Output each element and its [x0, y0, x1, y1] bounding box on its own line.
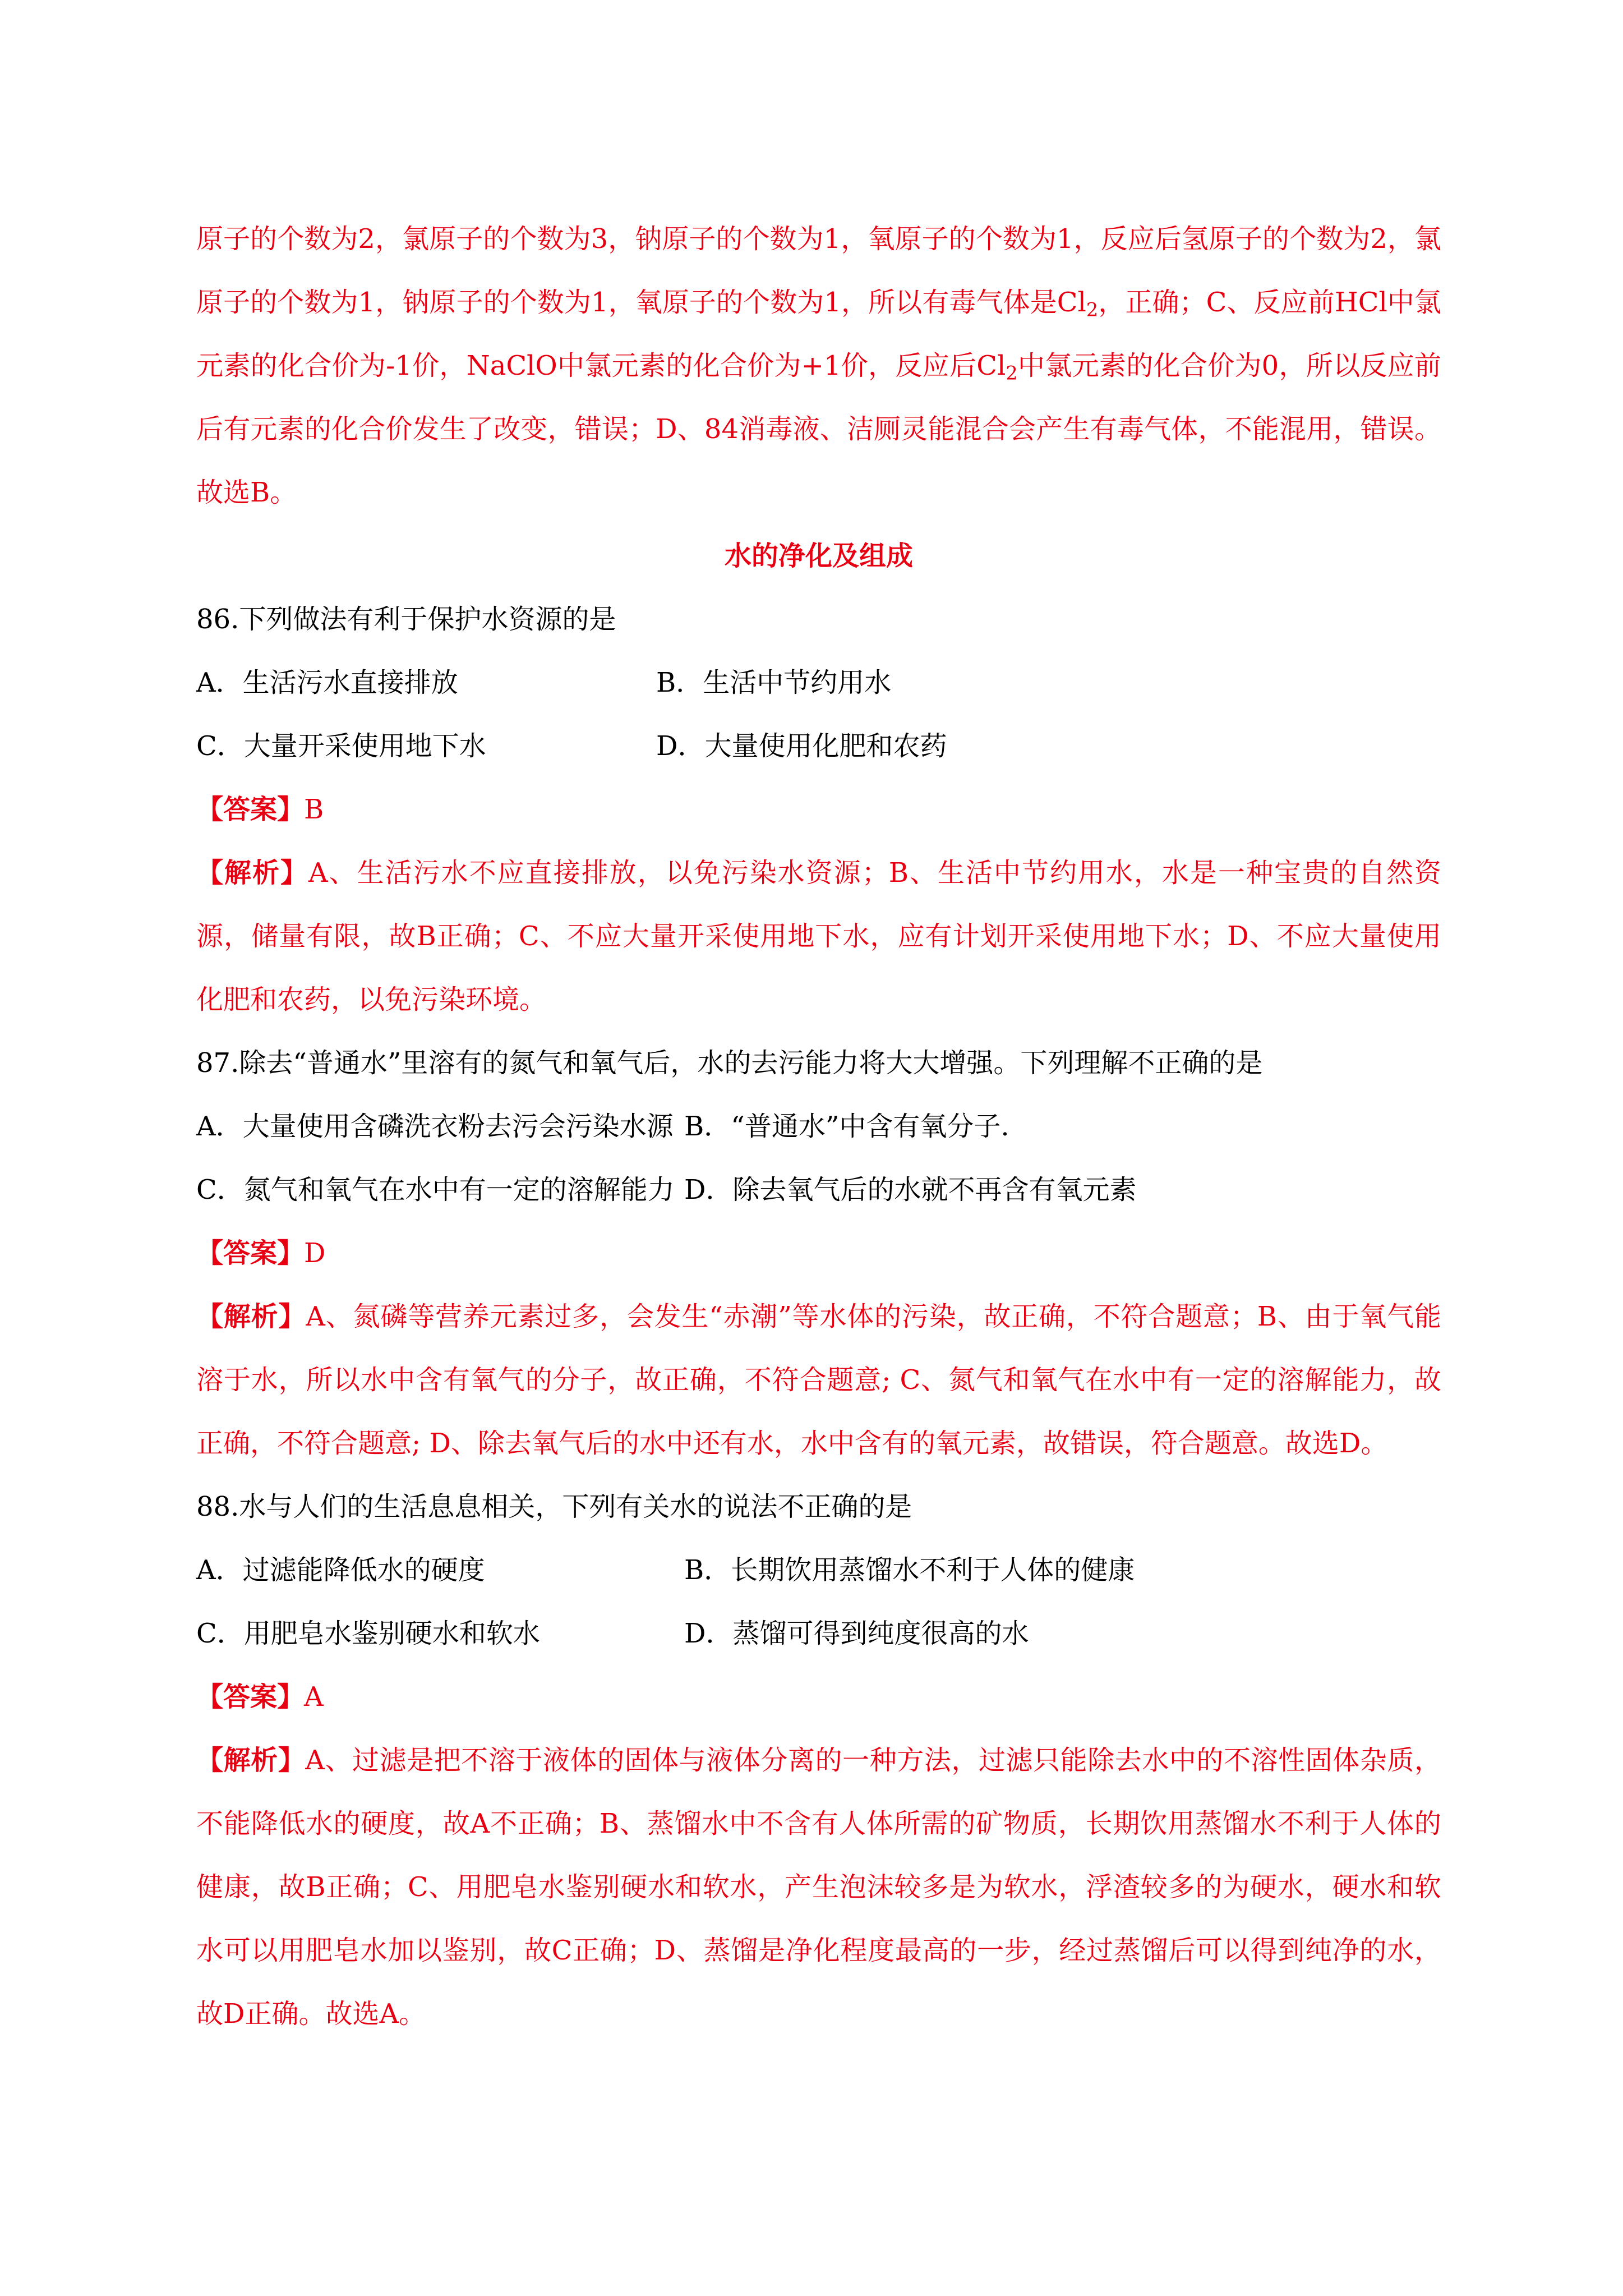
- analysis-text: A、过滤是把不溶于液体的固体与液体分离的一种方法，过滤只能除去水中的不溶性固体杂质，不能降低水的硬度，故A不正确；B、蒸馏水中不含有人体所需的矿物质，长期饮用蒸馏水不利于人体的健康，故B正确；C、用肥皂水鉴别硬水和软水，产生泡沫较多是为软水，浮渣较多的为硬水，硬水和软水可以用肥皂水加以鉴别，故C正确；D、蒸馏是净化程度最高的一步，经过蒸馏后可以得到纯净的水，故D正确。故选A。: [196, 1745, 1441, 2030]
- answer-tag: 【答案】: [196, 794, 305, 825]
- question-stem: 86.下列做法有利于保护水资源的是: [196, 604, 616, 635]
- answer-tag: 【答案】: [196, 1237, 305, 1269]
- answer-value: A: [304, 1681, 324, 1713]
- analysis-text: A、生活污水不应直接排放，以免污染水资源；B、生活中节约用水，水是一种宝贵的自然资源，储量有限，故B正确；C、不应大量开采使用地下水，应有计划开采使用地下水；D、不应大量使用化肥和农药，以免污染环境。: [196, 857, 1441, 1015]
- option-row: [196, 1095, 1441, 1158]
- answer-value: B: [304, 794, 324, 825]
- answer-tag: 【答案】: [196, 1681, 305, 1713]
- answer-line: [196, 1665, 1441, 1729]
- analysis-text: A、氮磷等营养元素过多，会发生“赤潮”等水体的污染，故正确，不符合题意；B、由于氧气能溶于水，所以水中含有氧气的分子，故正确，不符合题意; C、氮气和氧气在水中有一定的溶解能力，故正确，不符合题意; D、除去氧气后的水中还有水，水中含有的氧元素，故错误，符合题意。故选D。: [196, 1301, 1441, 1459]
- option-a: A．过滤能降低水的硬度: [196, 1554, 485, 1586]
- subscript: 2: [1086, 298, 1099, 321]
- option-row: [196, 715, 1441, 778]
- analysis-tag: 【解析】: [196, 857, 309, 889]
- option-c: C．大量开采使用地下水: [196, 730, 486, 762]
- answer-line: [196, 1222, 1441, 1285]
- analysis-tag: 【解析】: [196, 1745, 306, 1776]
- document-page: [196, 208, 1441, 2046]
- option-b: B．生活中节约用水: [656, 667, 892, 698]
- option-c: C．用肥皂水鉴别硬水和软水: [196, 1618, 540, 1649]
- answer-value: D: [304, 1237, 326, 1269]
- answer-line: [196, 778, 1441, 841]
- option-d: D．大量使用化肥和农药: [656, 730, 947, 762]
- option-a: A．大量使用含磷洗衣粉去污会污染水源: [196, 1111, 674, 1142]
- subscript: 2: [1006, 362, 1018, 384]
- option-a: A．生活污水直接排放: [196, 667, 458, 698]
- option-d: D．蒸馏可得到纯度很高的水: [684, 1618, 1029, 1649]
- analysis-paragraph: [196, 1729, 1441, 2046]
- analysis-paragraph: [196, 1285, 1441, 1475]
- intro-text-b: ，正确；C、反应前HCl中氯元素的化合价为-1价，NaClO中氯元素的化合价为+1价，反应后Cl: [196, 287, 1441, 381]
- option-row: [196, 1158, 1441, 1222]
- section-title: 水的净化及组成: [724, 540, 913, 572]
- option-b: B．长期饮用蒸馏水不利于人体的健康: [684, 1554, 1135, 1586]
- analysis-paragraph: [196, 841, 1441, 1032]
- option-row: [196, 1602, 1441, 1665]
- question-stem: 87.除去“普通水”里溶有的氮气和氧气后，水的去污能力将大大增强。下列理解不正确的是: [196, 1047, 1263, 1079]
- option-c: C．氮气和氧气在水中有一定的溶解能力: [196, 1174, 675, 1205]
- option-row: [196, 651, 1441, 715]
- option-b: B．“普通水”中含有氧分子.: [684, 1111, 1009, 1142]
- intro-paragraph: [196, 208, 1441, 524]
- option-row: [196, 1539, 1441, 1602]
- analysis-tag: 【解析】: [196, 1301, 306, 1332]
- intro-text-a: 原子的个数为2，氯原子的个数为3，钠原子的个数为1，氧原子的个数为1，反应后氢原子的个数为2，氯原子的个数为1，钠原子的个数为1，氧原子的个数为1，所以有毒气体是Cl: [196, 223, 1441, 318]
- option-d: D．除去氧气后的水就不再含有氧元素: [684, 1174, 1137, 1205]
- intro-text-c: 中氯元素的化合价为0，所以反应前后有元素的化合价发生了改变，错误；D、84消毒液、洁厕灵能混合会产生有毒气体，不能混用，错误。故选B。: [196, 350, 1441, 508]
- question-stem: 88.水与人们的生活息息相关，下列有关水的说法不正确的是: [196, 1491, 912, 1522]
